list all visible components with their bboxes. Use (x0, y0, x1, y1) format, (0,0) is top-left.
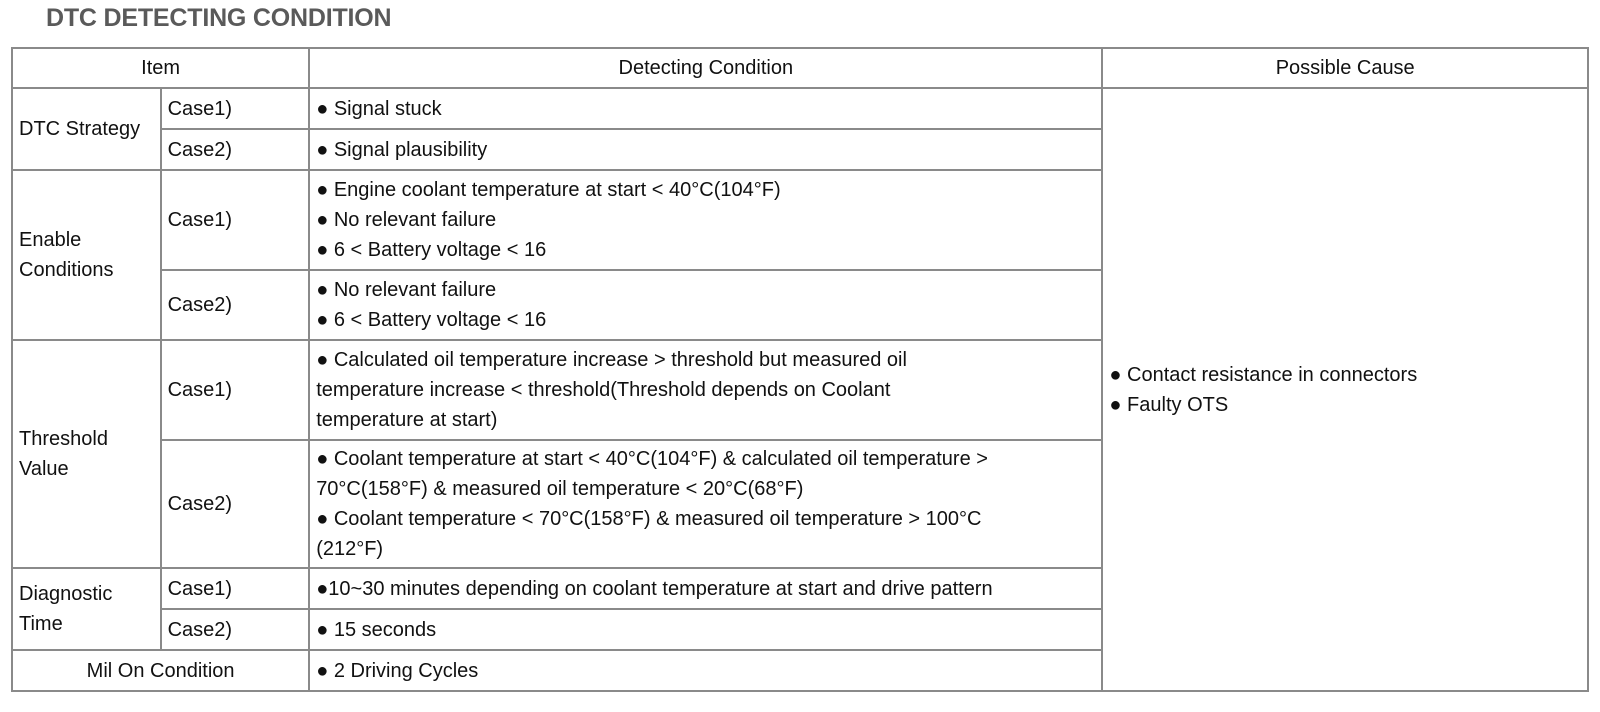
condition-line: temperature increase < threshold(Threshold depends on Coolant (316, 379, 891, 401)
condition-cell (309, 170, 1102, 270)
dtc-condition-table (11, 47, 1589, 692)
condition-line: 70°C(158°F) & measured oil temperature < 20°C(68°F) (316, 478, 804, 500)
condition-cell (309, 270, 1102, 340)
header-detecting-condition: Detecting Condition (309, 48, 1102, 88)
condition-line: ● Coolant temperature < 70°C(158°F) & measured oil temperature > 100°C (316, 508, 982, 530)
condition-cell (309, 609, 1102, 650)
condition-line: ● 2 Driving Cycles (316, 659, 479, 682)
header-item: Item (12, 48, 309, 88)
possible-cause-cell (1102, 88, 1588, 691)
header-possible-cause: Possible Cause (1102, 48, 1588, 88)
condition-cell (309, 650, 1102, 691)
case-label: Case1) (161, 568, 310, 609)
table-header-row (12, 48, 1588, 88)
condition-line: ● Engine coolant temperature at start < 40°C(104°F) (316, 179, 781, 201)
row-label-dtc-strategy: DTC Strategy (12, 88, 161, 170)
cause-line: ● Contact resistance in connectors (1109, 363, 1418, 386)
condition-cell (309, 568, 1102, 609)
case-label: Case1) (161, 340, 310, 440)
condition-cell (309, 340, 1102, 440)
condition-line: ● Coolant temperature at start < 40°C(104°F) & calculated oil temperature > (316, 448, 988, 470)
condition-line: ● No relevant failure (316, 279, 497, 301)
row-label-threshold-value: Threshold Value (12, 340, 161, 568)
condition-line: ● 6 < Battery voltage < 16 (316, 239, 547, 261)
case-label: Case2) (161, 440, 310, 568)
cause-line: ● Faulty OTS (1109, 393, 1229, 416)
condition-line: ● 15 seconds (316, 618, 437, 641)
row-label-mil-on-condition: Mil On Condition (12, 650, 309, 691)
condition-cell (309, 129, 1102, 170)
condition-line: temperature at start) (316, 409, 498, 431)
case-label: Case2) (161, 270, 310, 340)
case-label: Case2) (161, 129, 310, 170)
table-row (12, 88, 1588, 129)
condition-line: ● 6 < Battery voltage < 16 (316, 309, 547, 331)
condition-line: ● Signal plausibility (316, 138, 488, 161)
condition-cell (309, 440, 1102, 568)
condition-line: ●10~30 minutes depending on coolant temperature at start and drive pattern (316, 577, 993, 600)
condition-line: ● Signal stuck (316, 97, 442, 120)
case-label: Case2) (161, 609, 310, 650)
row-label-enable-conditions: Enable Conditions (12, 170, 161, 340)
case-label: Case1) (161, 88, 310, 129)
row-label-diagnostic-time: Diagnostic Time (12, 568, 161, 650)
condition-line: ● Calculated oil temperature increase > threshold but measured oil (316, 349, 907, 371)
case-label: Case1) (161, 170, 310, 270)
condition-cell (309, 88, 1102, 129)
condition-line: (212°F) (316, 538, 384, 560)
page-title: DTC DETECTING CONDITION (46, 4, 392, 32)
condition-line: ● No relevant failure (316, 209, 497, 231)
